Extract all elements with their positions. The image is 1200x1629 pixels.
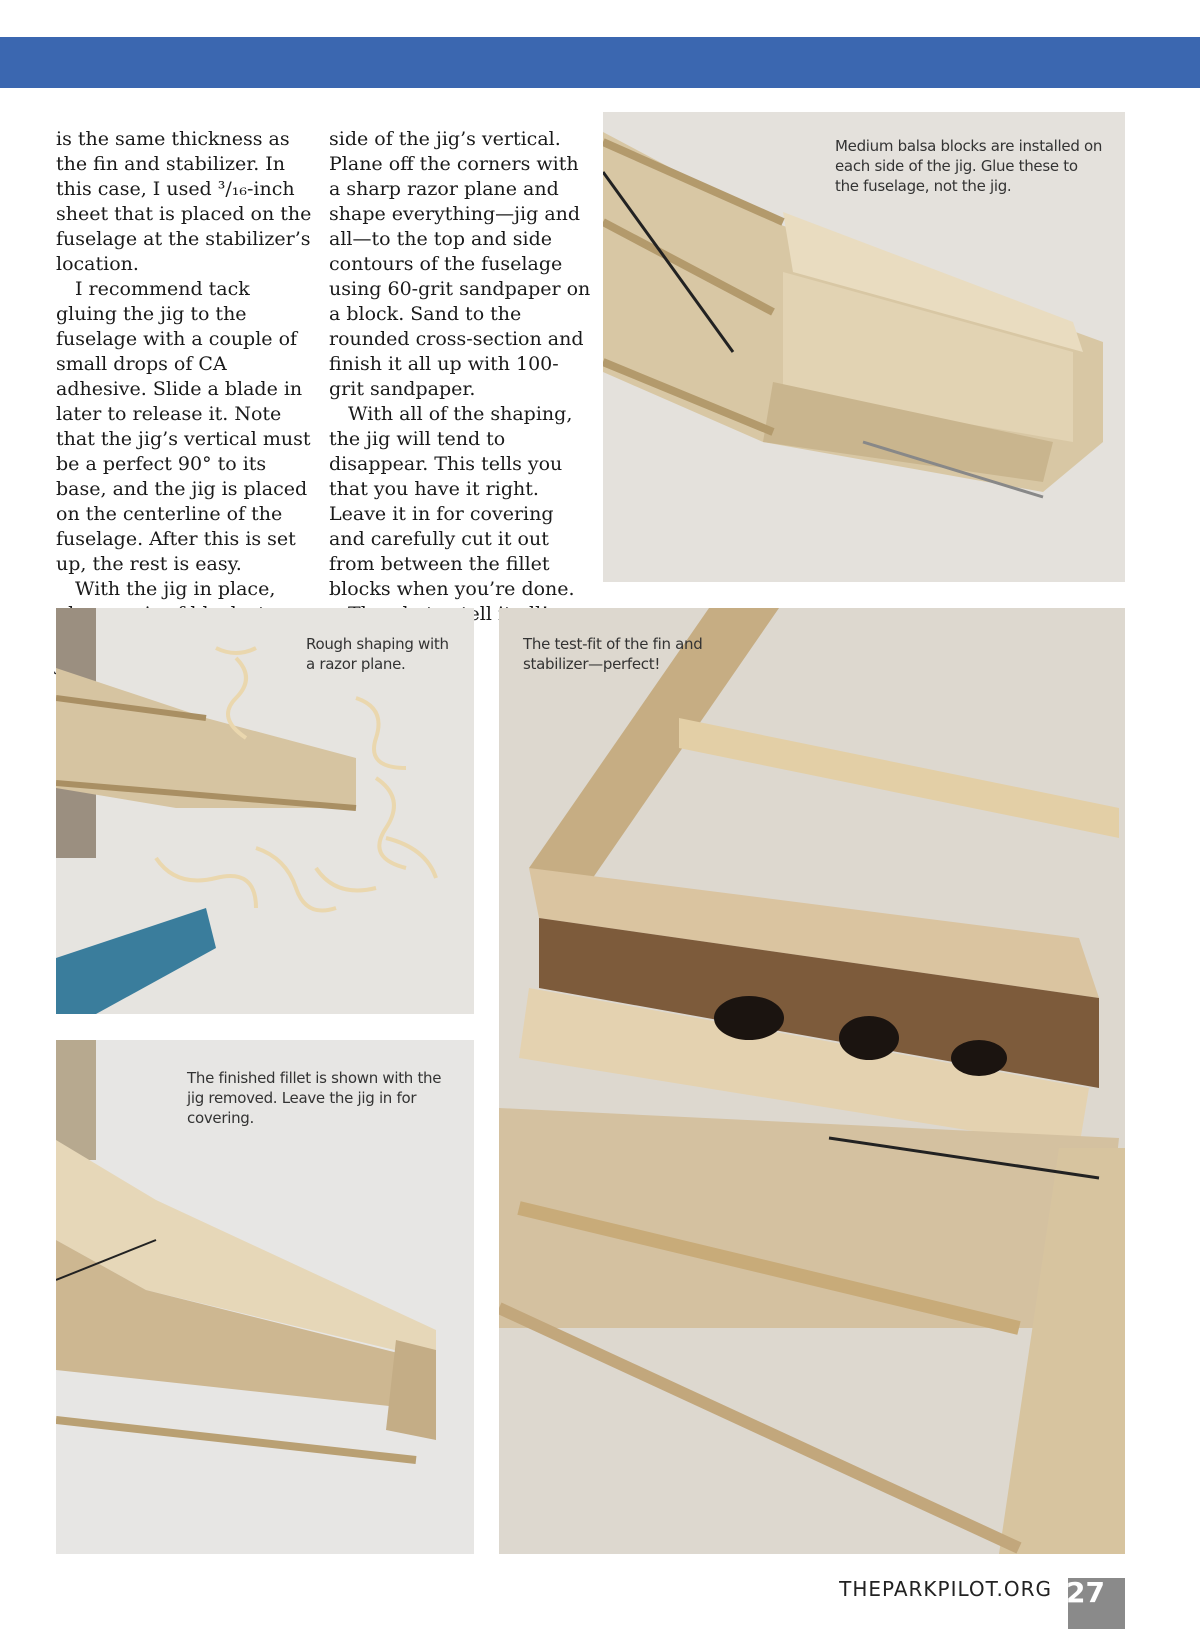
article-paragraph: tell	[460, 603, 492, 625]
photo-test-fit-illustration	[499, 608, 1125, 1554]
article-paragraph: With the jig in place,	[75, 578, 276, 600]
photo-caption: The test-fit of the fin and stabilizer—perfect!	[523, 635, 703, 673]
article-column-2	[329, 127, 591, 627]
article-paragraph: With all of the shaping, the jig will tend to disappear. This tells you that you have it right. Leave it in for covering and carefully cut it out from between the fillet blocks when you’re done.	[329, 403, 575, 600]
article-paragraph: I recommend tack gluing the jig to the fuselage with a couple of small drops of CA adhesive. Slide a blade in later to release it. Note that the jig’s vertical must be a perfect 90° to its base, and the jig is placed on the centerline of the fuselage. After this is set up, the rest is easy.	[56, 278, 311, 575]
page-number: 27	[1068, 1578, 1125, 1629]
photo-balsa-blocks	[603, 112, 1125, 582]
photo-rough-shaping	[56, 608, 474, 1014]
photo-caption: The finished fillet is shown with the jig removed. Leave the jig in for covering.	[187, 1069, 442, 1127]
article-paragraph: side of the jig’s vertical. Plane off the corners with a sharp razor plane and shape everything—jig and all—to the top and side contours of the fuselage using 60-grit sandpaper on a block. Sand to the rounded cross-section and finish it all up with 100-grit sandpaper.	[329, 128, 591, 400]
photo-caption: Medium balsa blocks are installed on each side of the jig. Glue these to the fuselage, not the jig.	[835, 137, 1103, 195]
footer-site-name: THEPARKPILOT.ORG	[839, 1577, 1052, 1601]
article-column-1	[56, 127, 312, 677]
header-color-bar	[0, 37, 1200, 88]
photo-finished-fillet	[56, 1040, 474, 1554]
photo-test-fit	[499, 608, 1125, 1554]
photo-caption: Rough shaping with a razor plane.	[306, 635, 449, 673]
article-paragraph: is the same thickness as the fin and stabilizer. In this case, I used ³/₁₆-inch sheet that is placed on the fuselage at the stabilizer’s location.	[56, 128, 312, 275]
